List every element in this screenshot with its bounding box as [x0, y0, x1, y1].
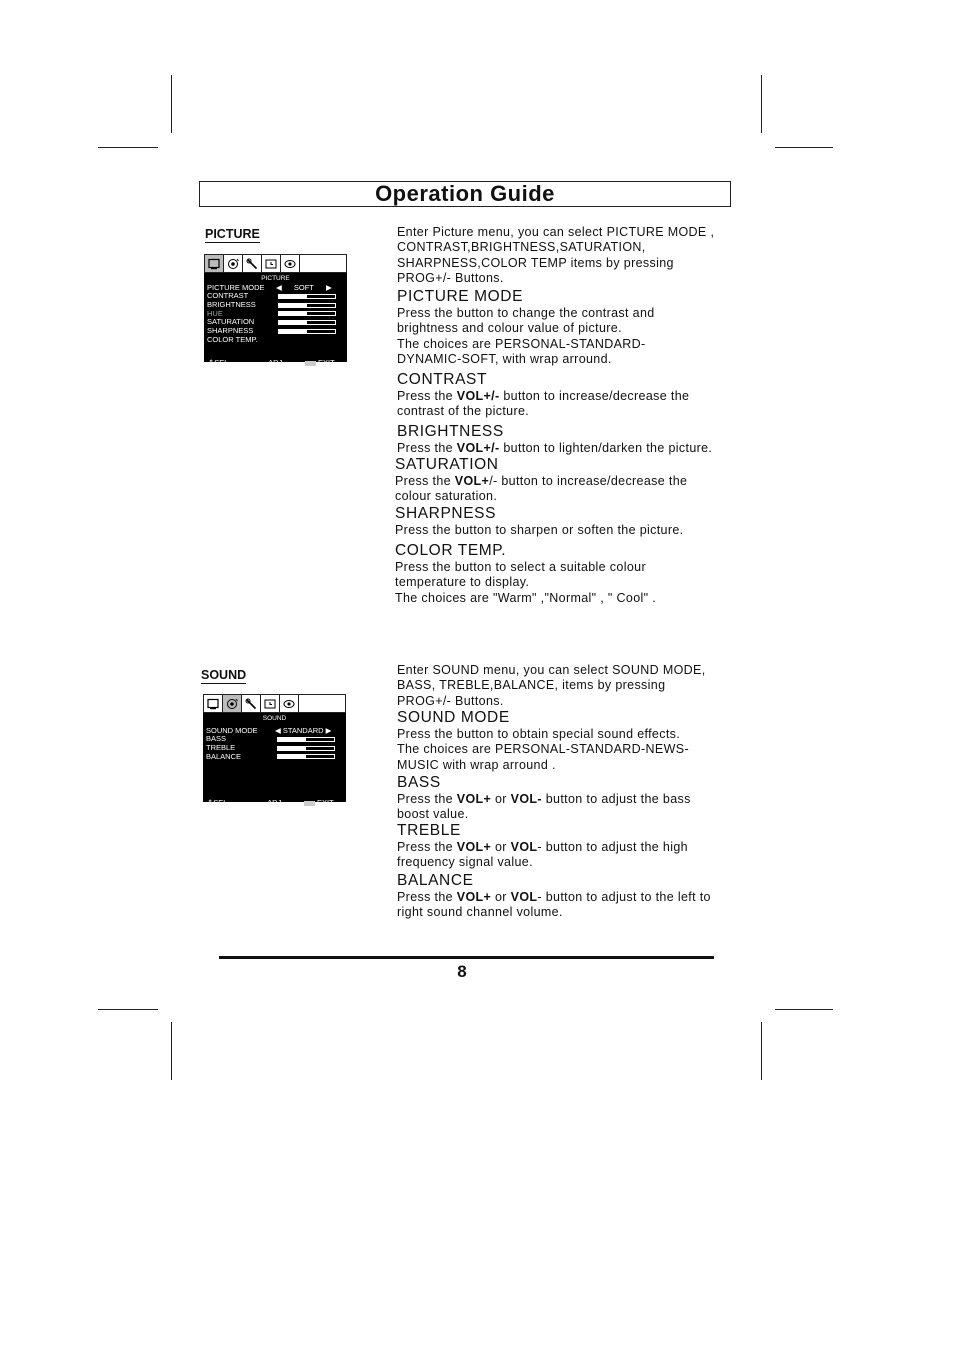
saturation-text: Press the VOL+/- button to increase/decrease the colour saturation. — [395, 474, 688, 504]
crop-mark — [98, 1009, 158, 1010]
menu-key-icon — [304, 801, 315, 806]
menu-key-icon — [305, 361, 316, 366]
osd-row[interactable] — [204, 336, 347, 345]
osd-header: SOUND — [262, 715, 287, 722]
picture-section-label: PICTURE — [205, 227, 260, 241]
heading-bass: BASS — [397, 774, 441, 791]
balance-text: Press the VOL+ or VOL- button to adjust to the left to right sound channel volume. — [397, 890, 711, 920]
crop-mark — [761, 1022, 762, 1080]
osd-row[interactable] — [204, 301, 347, 310]
osd-adj: ⇔ ADJ — [259, 358, 283, 367]
brightness-text: Press the VOL+/- button to lighten/darken the picture. — [397, 441, 713, 455]
osd-row[interactable] — [203, 753, 346, 762]
osd-tab-sound[interactable] — [223, 695, 242, 712]
osd-level-bar[interactable] — [277, 737, 335, 742]
osd-row-label: TREBLE — [206, 743, 236, 753]
osd-tab-function[interactable] — [242, 695, 261, 712]
osd-sel: ⇕SEL — [208, 358, 229, 367]
osd-row-label: SOUND MODE — [206, 725, 258, 735]
osd-level-bar[interactable] — [278, 311, 336, 316]
sound-mode-text: Press the button to obtain special sound effects. The choices are PERSONAL-STANDARD-NEWS- MUSIC with wrap arround . — [397, 727, 689, 772]
osd-row-label: CONTRAST — [207, 291, 249, 301]
osd-select-value[interactable] — [275, 727, 331, 736]
osd-level-fill — [278, 738, 306, 741]
picture-intro: Enter Picture menu, you can select PICTURE MODE , CONTRAST,BRIGHTNESS,SATURATION, SHARPNESS,COLOR TEMP items by pressing PROG+/- Buttons. — [397, 225, 715, 285]
osd-row-label: HUE — [207, 308, 223, 318]
osd-sel: ⇕SEL — [207, 798, 228, 807]
left-arrow-icon[interactable]: ◀ — [276, 282, 284, 292]
right-arrow-icon[interactable]: ▶ — [323, 725, 332, 735]
crop-mark — [98, 147, 158, 148]
osd-level-bar[interactable] — [277, 754, 335, 759]
osd-tab-timer[interactable] — [261, 695, 280, 712]
heading-contrast: CONTRAST — [397, 371, 488, 388]
right-arrow-icon[interactable]: ▶ — [323, 282, 332, 292]
eye-icon — [284, 258, 296, 270]
sound-osd-menu — [203, 694, 346, 807]
osd-level-fill — [279, 304, 307, 307]
page-number: 8 — [457, 962, 467, 981]
osd-tab-sound[interactable] — [224, 255, 243, 272]
osd-tab-bar — [204, 254, 347, 273]
heading-picture-mode: PICTURE MODE — [397, 288, 524, 305]
picture-icon — [208, 258, 220, 270]
osd-row-label: BASS — [206, 734, 227, 744]
osd-exit: EXIT — [304, 799, 334, 808]
speaker-icon — [226, 698, 238, 710]
heading-color-temp: COLOR TEMP. — [395, 542, 507, 559]
osd-level-fill — [278, 747, 306, 750]
picture-icon — [207, 698, 219, 710]
osd-tab-lock[interactable] — [280, 695, 299, 712]
speaker-icon — [227, 258, 239, 270]
osd-panel — [204, 273, 347, 367]
crop-mark — [171, 75, 172, 133]
osd-row-label: COLOR TEMP. — [207, 334, 258, 344]
osd-row-label: SHARPNESS — [207, 326, 254, 336]
osd-header: PICTURE — [261, 275, 290, 282]
treble-text: Press the VOL+ or VOL- button to adjust the high frequency signal value. — [397, 840, 688, 870]
clock-icon — [265, 258, 277, 270]
crop-mark — [761, 75, 762, 133]
eye-icon — [283, 698, 295, 710]
osd-row-label: SATURATION — [207, 317, 255, 327]
osd-panel — [203, 713, 346, 807]
clock-icon — [264, 698, 276, 710]
heading-balance: BALANCE — [397, 872, 474, 889]
osd-adj: ⇔ ADJ — [258, 798, 282, 807]
osd-level-bar[interactable] — [278, 303, 336, 308]
crop-mark — [775, 147, 833, 148]
heading-sound-mode: SOUND MODE — [397, 709, 510, 726]
crop-mark — [775, 1009, 833, 1010]
osd-level-fill — [279, 330, 307, 333]
osd-level-bar[interactable] — [278, 320, 336, 325]
heading-treble: TREBLE — [397, 822, 461, 839]
picture-mode-text: Press the button to change the contrast and brightness and colour value of picture. The choices are PERSONAL-STANDARD- DYNAMIC-SOFT, with wrap arround. — [397, 306, 655, 366]
bass-text: Press the VOL+ or VOL- button to adjust the bass boost value. — [397, 792, 691, 822]
picture-osd-menu — [204, 254, 347, 367]
osd-tab-lock[interactable] — [281, 255, 300, 272]
crop-mark — [171, 1022, 172, 1080]
osd-tab-picture[interactable] — [205, 255, 224, 272]
color-temp-text: Press the button to select a suitable colour temperature to display. The choices are "Warm" ,"Normal" , " Cool" . — [395, 560, 657, 605]
osd-level-bar[interactable] — [278, 294, 336, 299]
osd-level-fill — [279, 312, 307, 315]
osd-row-label: PICTURE MODE — [207, 282, 265, 292]
left-arrow-icon[interactable]: ◀ — [275, 725, 283, 735]
osd-level-bar[interactable] — [278, 329, 336, 334]
wrench-icon — [246, 258, 258, 270]
osd-exit: EXIT — [305, 359, 335, 368]
contrast-text: Press the VOL+/- button to increase/decrease the contrast of the picture. — [397, 389, 690, 419]
heading-sharpness: SHARPNESS — [395, 505, 497, 522]
osd-tab-function[interactable] — [243, 255, 262, 272]
osd-value-text: SOFT — [293, 282, 314, 292]
osd-row-label: BRIGHTNESS — [207, 300, 256, 310]
page-title-box — [199, 181, 731, 207]
osd-level-fill — [279, 295, 307, 298]
osd-level-bar[interactable] — [277, 746, 335, 751]
sound-intro: Enter SOUND menu, you can select SOUND MODE, BASS, TREBLE,BALANCE, items by pressing PROG+/- Buttons. — [397, 663, 706, 708]
sharpness-text: Press the button to sharpen or soften the picture. — [395, 523, 684, 537]
heading-brightness: BRIGHTNESS — [397, 423, 504, 440]
page-title: Operation Guide — [375, 181, 555, 206]
osd-value-text: STANDARD — [282, 725, 324, 735]
osd-tab-picture[interactable] — [204, 695, 223, 712]
osd-row-label: BALANCE — [206, 751, 242, 761]
sound-section-label: SOUND — [201, 668, 247, 682]
osd-level-fill — [278, 755, 306, 758]
footer-rule — [219, 956, 714, 959]
osd-select-value[interactable] — [276, 284, 332, 293]
osd-level-fill — [279, 321, 307, 324]
heading-saturation: SATURATION — [395, 456, 499, 473]
osd-tab-timer[interactable] — [262, 255, 281, 272]
wrench-icon — [245, 698, 257, 710]
osd-tab-bar — [203, 694, 346, 713]
